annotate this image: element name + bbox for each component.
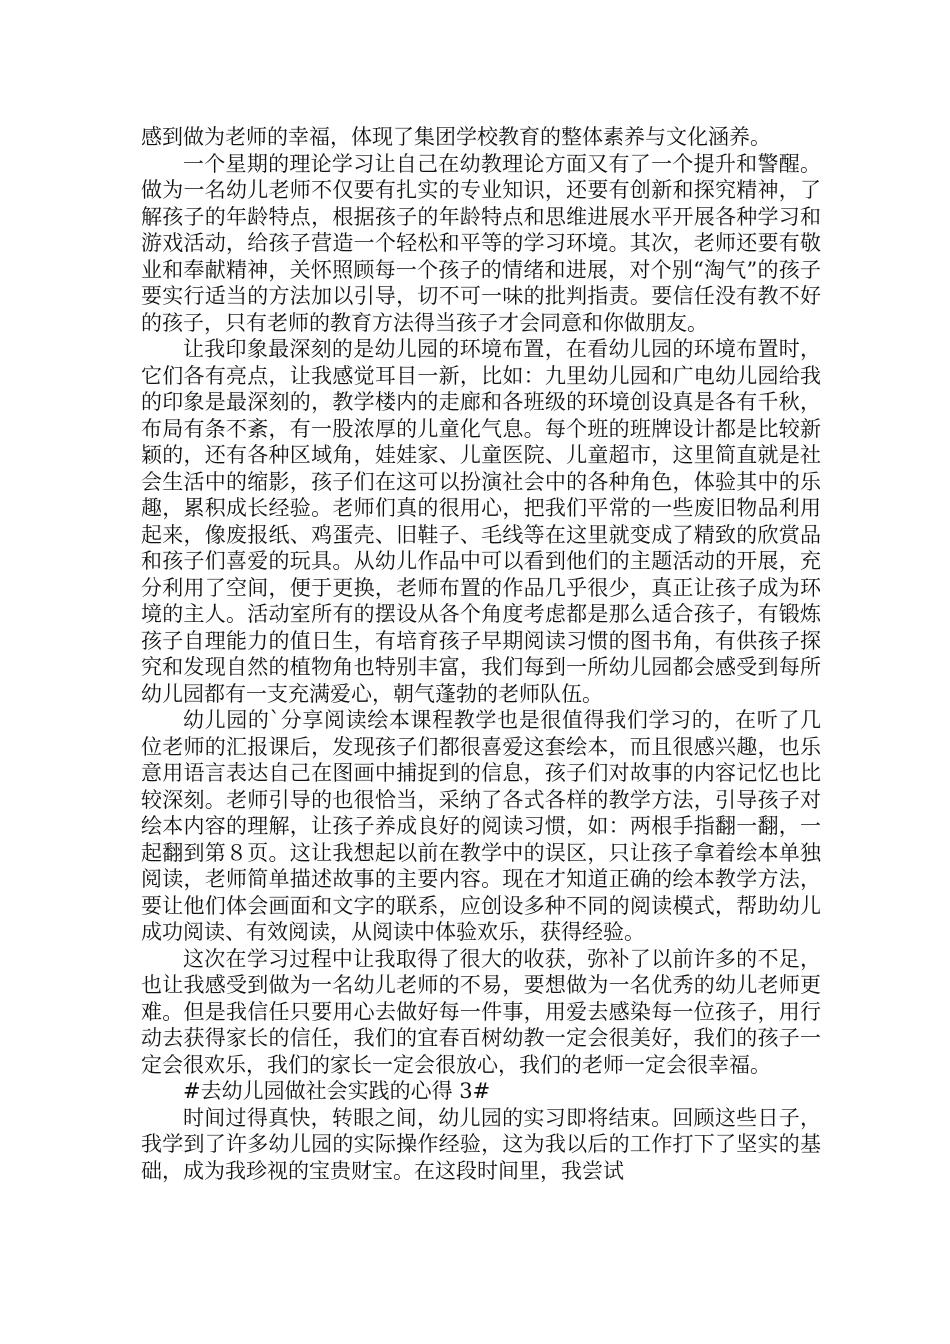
paragraph-environment: 让我印象最深刻的是幼儿园的环境布置，在看幼儿园的环境布置时，它们各有亮点，让我感觉耳目一新，比如：九里幼儿园和广电幼儿园给我的印象是最深刻的，教学楼内的走廊和各班级的环境创设真是各有千秋，布局有条不紊，有一股浓厚的儿童化气息。每个班的班牌设计都是比较新颖的，还有各种区域角，娃娃家、儿童医院、儿童超市，这里简直就是社会生活中的缩影，孩子们在这可以扮演社会中的各种角色，体验其中的乐趣，累积成长经验。老师们真的很用心，把我们平常的一些废旧物品利用起来，像废报纸、鸡蛋壳、旧鞋子、毛线等在这里就变成了精致的欣赏品和孩子们喜爱的玩具。从幼儿作品中可以看到他们的主题活动的开展，充分利用了空间，便于更换，老师布置的作品几乎很少，真正让孩子成为环境的主人。活动室所有的摆设从各个角度考虑都是那么适合孩子，有锻炼孩子自理能力的值日生，有培育孩子早期阅读习惯的图书角，有供孩子探究和发现自然的植物角也特别丰富，我们每到一所幼儿园都会感受到每所幼儿园都有一支充满爱心，朝气蓬勃的老师队伍。 [141,337,821,706]
paragraph-picture-book-reading: 幼儿园的`分享阅读绘本课程教学也是很值得我们学习的，在听了几位老师的汇报课后，发现孩子们都很喜爱这套绘本，而且很感兴趣，也乐意用语言表达自己在图画中捕捉到的信息，孩子们对故事的内容记忆也比较深刻。老师引导的也很恰当，采纳了各式各样的教学方法，引导孩子对绘本内容的理解，让孩子养成良好的阅读习惯，如：两根手指翻一翻，一起翻到第８页。这让我想起以前在教学中的误区，只让孩子拿着绘本单独阅读，老师简单描述故事的主要内容。现在才知道正确的绘本教学方法，要让他们体会画面和文字的联系，应创设多种不同的阅读模式，帮助幼儿成功阅读、有效阅读，从阅读中体验欢乐，获得经验。 [141,708,821,944]
document-body [141,124,821,1184]
paragraph-reflection: 这次在学习过程中让我取得了很大的收获，弥补了以前许多的不足，也让我感受到做为一名幼儿老师的不易，要想做为一名优秀的幼儿老师更难。但是我信任只要用心去做好每一件事，用爱去感染每一位孩子，用行动去获得家长的信任，我们的宜春百树幼教一定会很美好，我们的孩子一定会很欢乐，我们的家长一定会很放心，我们的老师一定会很幸福。 [141,946,821,1077]
section-heading: #去幼儿园做社会实践的心得 3# [183,1079,491,1103]
paragraph-theory-study: 一个星期的理论学习让自己在幼教理论方面又有了一个提升和警醒。做为一名幼儿老师不仅要有扎实的专业知识，还要有创新和探究精神，了解孩子的年龄特点，根据孩子的年龄特点和思维进展水平开展各种学习和游戏活动，给孩子营造一个轻松和平等的学习环境。其次，老师还要有敬业和奉献精神，关怀照顾每一个孩子的情绪和进展，对个别“淘气”的孩子要实行适当的方法加以引导，切不可一味的批判指责。要信任没有教不好的孩子，只有老师的教育方法得当孩子才会同意和你做朋友。 [141,151,821,335]
paragraph-internship: 时间过得真快，转眼之间，幼儿园的实习即将结束。回顾这些日子，我学到了许多幼儿园的实际操作经验，这为我以后的工作打下了坚实的基础，成为我珍视的宝贵财宝。在这段时间里，我尝试 [141,1105,821,1183]
paragraph-continuation: 感到做为老师的幸福，体现了集团学校教育的整体素养与文化涵养。 [141,125,771,149]
